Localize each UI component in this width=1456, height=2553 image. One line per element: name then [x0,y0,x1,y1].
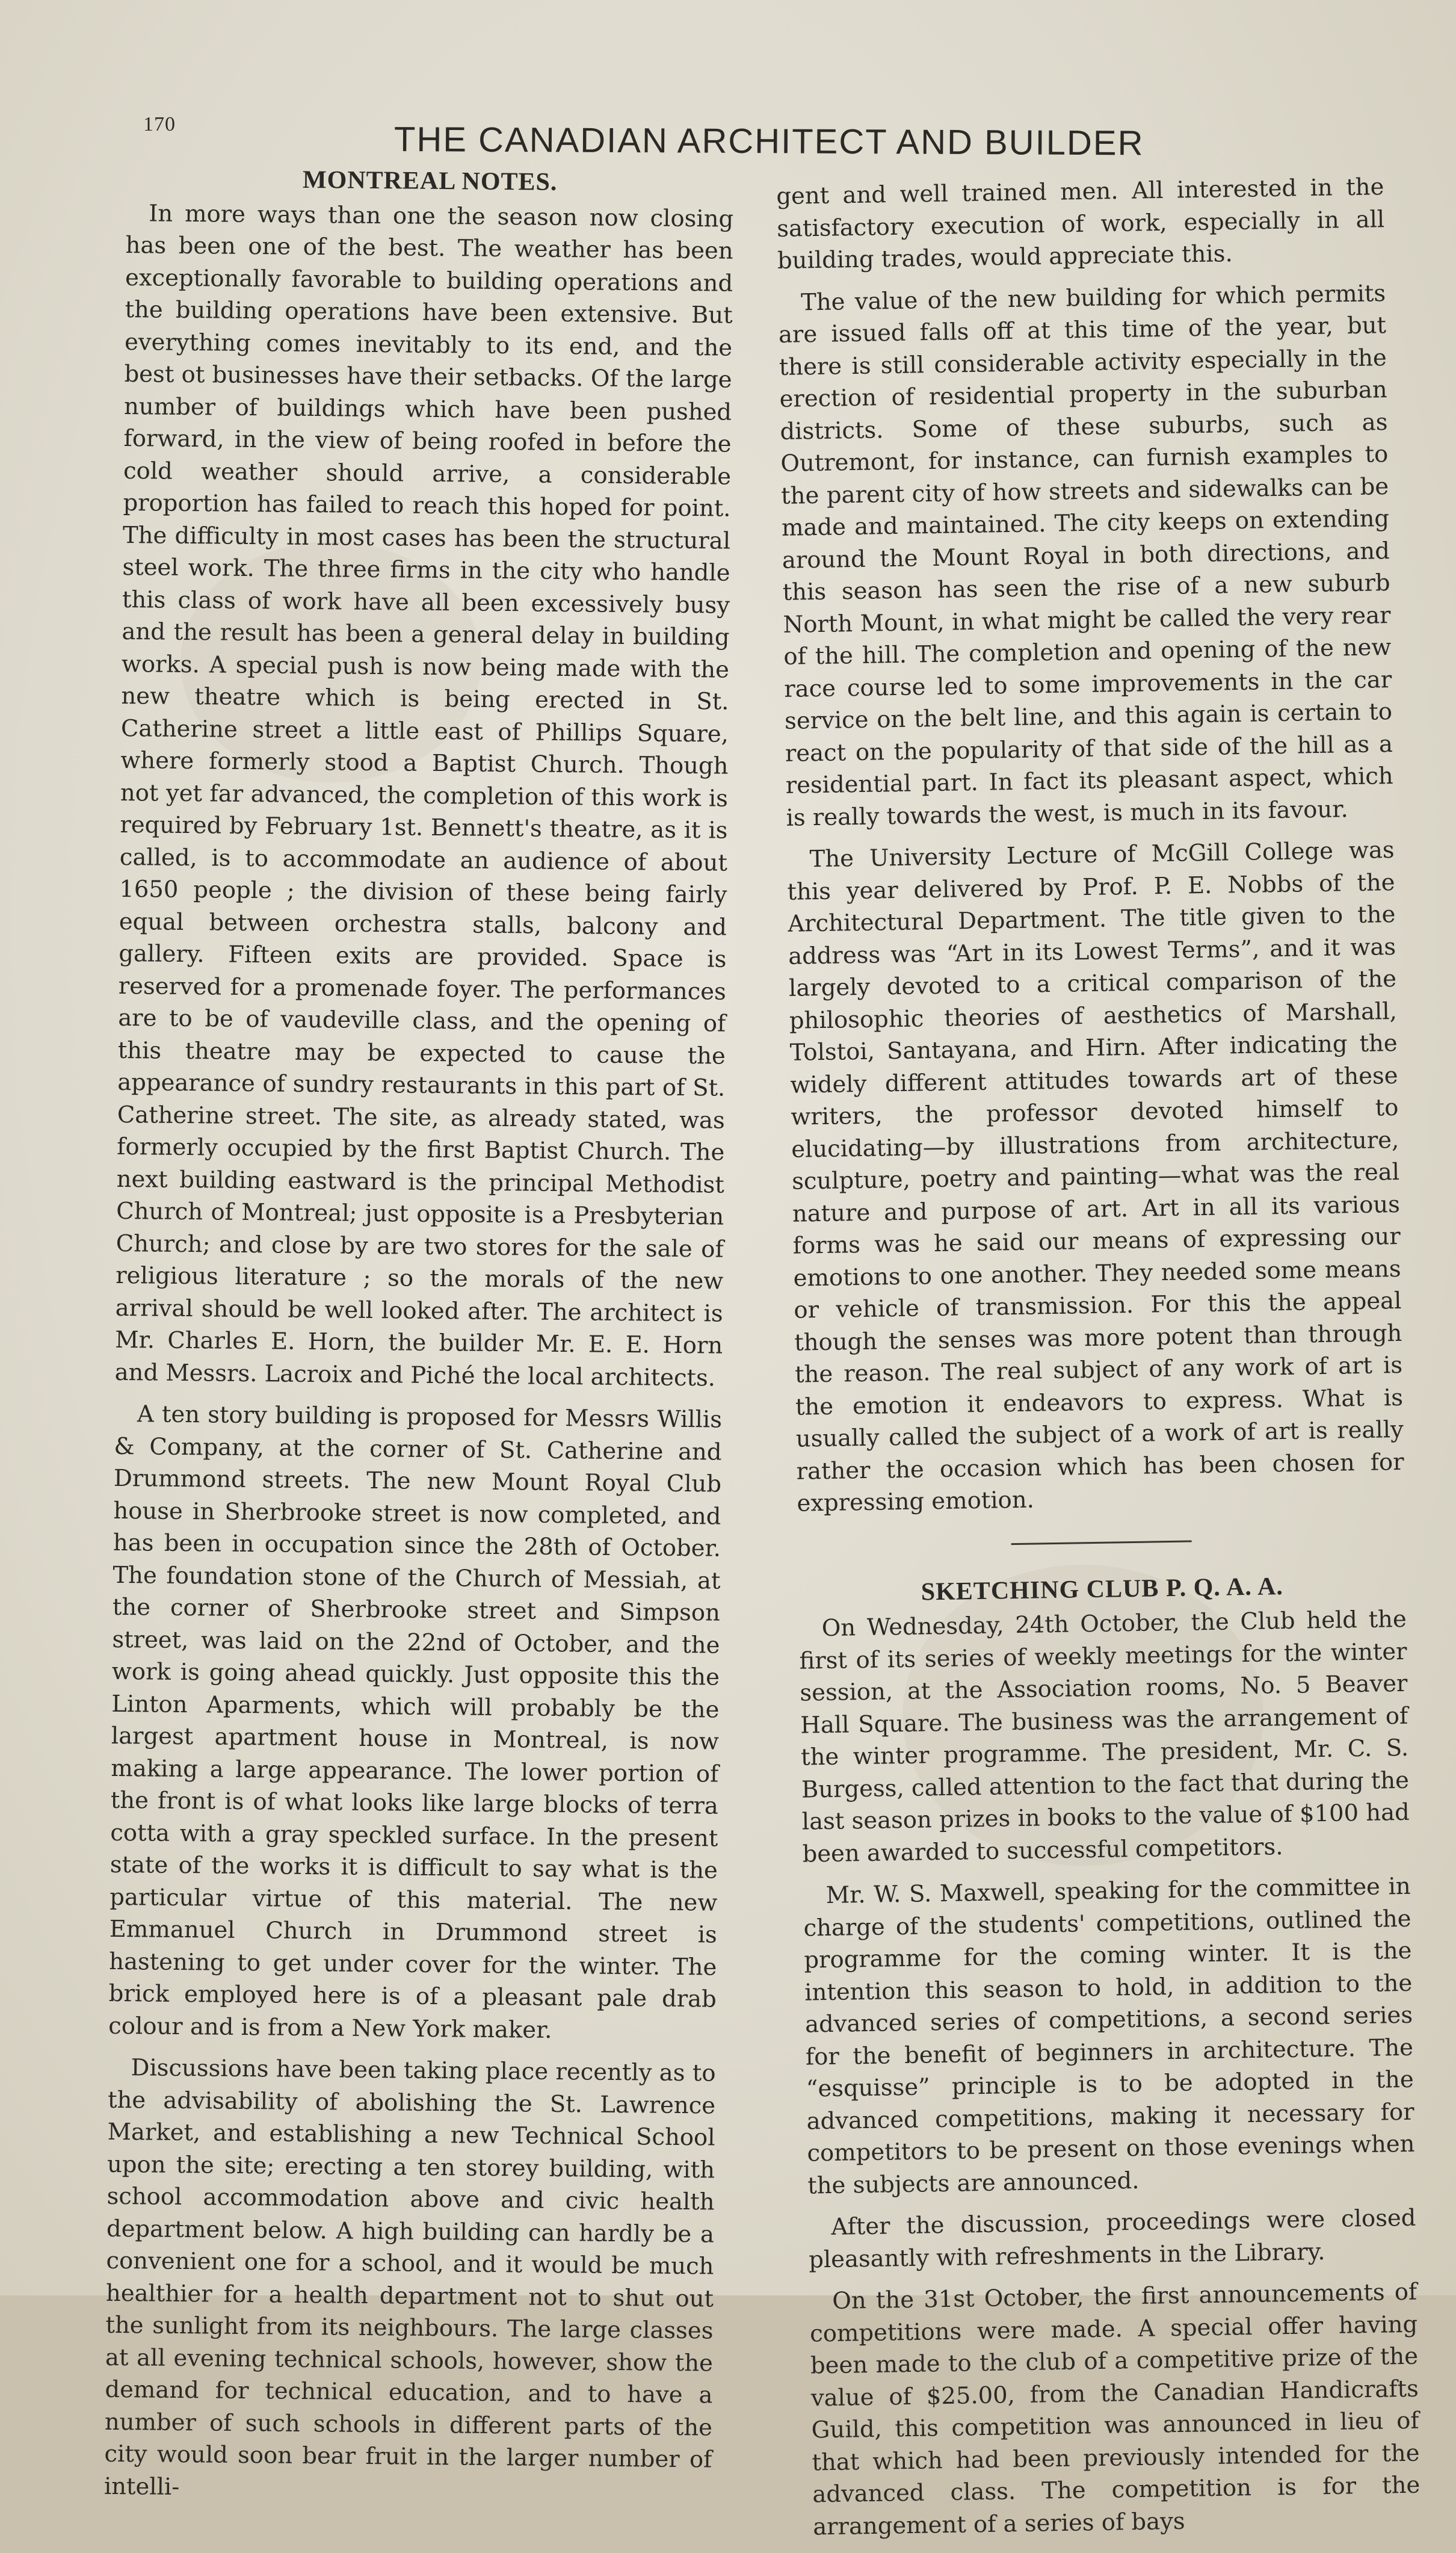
montreal-notes-heading: MONTREAL NOTES. [302,166,558,196]
sketching-club-heading: SKETCHING CLUB P. Q. A. A. [921,1572,1284,1606]
section-divider [1011,1540,1192,1545]
article-paragraph: The University Lecture of McGill College was this year delivered by Prof. P. E. Nobbs of the Architectural Department. The title given to the address was “Art in its Lowest Terms”, and it was largely devoted to a critical comparison of the philosophic theories of aesthetics of Marshall, Tolstoi, Santayana, and Hirn. After indicating the widely different attitudes towards art of these writers, the professor devoted himself to elucidating—by illustrations from architecture, sculpture, poetry and painting—what was the real nature and purpose of art. Art in all its various forms was he said our means of expressing our emotions to one another. They needed some means or vehicle of transmission. For this the appeal though the senses was more potent than through the reason. The real subject of any work of art is the emotion it endeavors to express. What is usually called the subject of a work of art is really rather the occasion which has been chosen for expressing emotion. [787,836,1404,1517]
right-column [776,171,1421,2552]
article-paragraph: On Wednesday, 24th October, the Club held the first of its series of weekly meetings for the winter session, at the Association rooms, No. 5 Beaver Hall Square. The business was the arrangement of the winter programme. The president, Mr. C. S. Burgess, called attention to the fact that during the last season prizes in books to the value of $100 had been awarded to successful competitors. [799,1605,1410,1868]
article-paragraph: On the 31st October, the first announcements of competitions were made. A special offer having been made to the club of a competitive prize of the value of $25.00, from the Canadian Handicrafts Guild, this competition was announced in lieu of that which had been previously intended for the advanced class. The competition is for the arrangement of a series of bays [809,2278,1421,2541]
article-paragraph: Discussions have been taking place recently as to the advisability of abolishing the St. Lawrence Market, and establishing a new Technical School upon the site; erecting a ten storey building, with school accommodation above and civic health department below. A high building can hardly be a convenient one for a school, and it would be much healthier for a health department not to shut out the sunlight from its neighbours. The large classes at all evening technical schools, however, show the demand for technical education, and to have a number of such schools in different parts of the city would soon bear fruit in the larger number of intelli- [103,2054,716,2501]
article-paragraph: Mr. W. S. Maxwell, speaking for the committee in charge of the students' competitions, outlined the programme for the coming winter. It is the intention this season to hold, in addition to the advanced series of competitions, a second series for the benefit of beginners in architecture. The “esquisse” principle is to be adopted in the advanced competitions, making it necessary for competitors to be present on those evenings when the subjects are announced. [803,1872,1415,2200]
article-paragraph: The value of the new building for which permits are issued falls off at this time of the year, but there is still considerable activity especially in the erection of residential property in the suburban districts. Some of these suburbs, such as Outremont, for instance, can furnish examples to the parent city of how streets and sidewalks can be made and maintained. The city keeps on extending around the Mount Royal in both directions, and this season has seen the rise of a new suburb North Mount, in what might be called the very rear of the hill. The completion and opening of the new race course led to some improvements in the car service on the belt line, and this again is certain to react on the popularity of that side of the hill as a residential part. In fact its pleasant aspect, which is really towards the west, is much in its favour. [778,279,1394,832]
running-head: THE CANADIAN ARCHITECT AND BUILDER [393,120,1144,163]
page-number: 170 [143,113,176,135]
article-paragraph: In more ways than one the season now closing has been one of the best. The weather has been exceptionally favorable to building operations and the building operations have been extensive. But everything comes inevitably to its end, and the best ot businesses have their setbacks. Of the large number of buildings which have been pushed forward, in the view of being roofed in before the cold weather should arrive, a considerable proportion has failed to reach this hoped for point. The difficulty in most cases has been the structural steel work. The three firms in the city who handle this class of work have all been excessively busy and the result has been a general delay in building works. A special push is now being made with the new theatre which is being erected in St. Catherine street a little east of Phillips Square, where formerly stood a Baptist Church. Though not yet far advanced, the completion of this work is required by February 1st. Bennett's theatre, as it is called, is to accommodate an audience of about 1650 people ; the division of these being fairly equal between orchestra stalls, balcony and gallery. Fifteen exits are provided. Space is reserved for a promenade foyer. The performances are to be of vaudeville class, and the opening of this theatre may be expected to cause the appearance of sundry restaurants in this part of St. Catherine street. The site, as already stated, was formerly occupied by the first Baptist Church. The next building eastward is the principal Methodist Church of Montreal; just opposite is a Presbyterian Church; and close by are two stores for the sale of religious literature ; so the morals of the new arrival should be well looked after. The architect is Mr. Charles E. Horn, the builder Mr. E. E. Horn and Messrs. Lacroix and Piché the local architects. [114,199,734,1391]
left-column [104,162,734,2518]
article-paragraph: A ten story building is proposed for Messrs Willis & Company, at the corner of St. Catherine and Drummond streets. The new Mount Royal Club house in Sherbrooke street is now completed, and has been in occupation since the 28th of October. The foundation stone of the Church of Messiah, at the corner of Sherbrooke street and Simpson street, was laid on the 22nd of October, and the work is going ahead quickly. Just opposite this the Linton Aparments, which will probably be the largest apartment house in Montreal, is now making a large appearance. The lower portion of the front is of what looks like large blocks of terra cotta with a gray speckled surface. In the present state of the works it is difficult to say what is the particular virtue of this material. The new Emmanuel Church in Drummond street is hastening to get under cover for the winter. The brick employed here is of a pleasant pale drab colour and is from a New York maker. [108,1400,723,2044]
article-paragraph: After the discussion, proceedings were closed pleasantly with refreshments in the Library. [808,2204,1416,2274]
article-paragraph: gent and well trained men. All interested in the satisfactory execution of work, especially in all building trades, would appreciate this. [776,173,1385,274]
